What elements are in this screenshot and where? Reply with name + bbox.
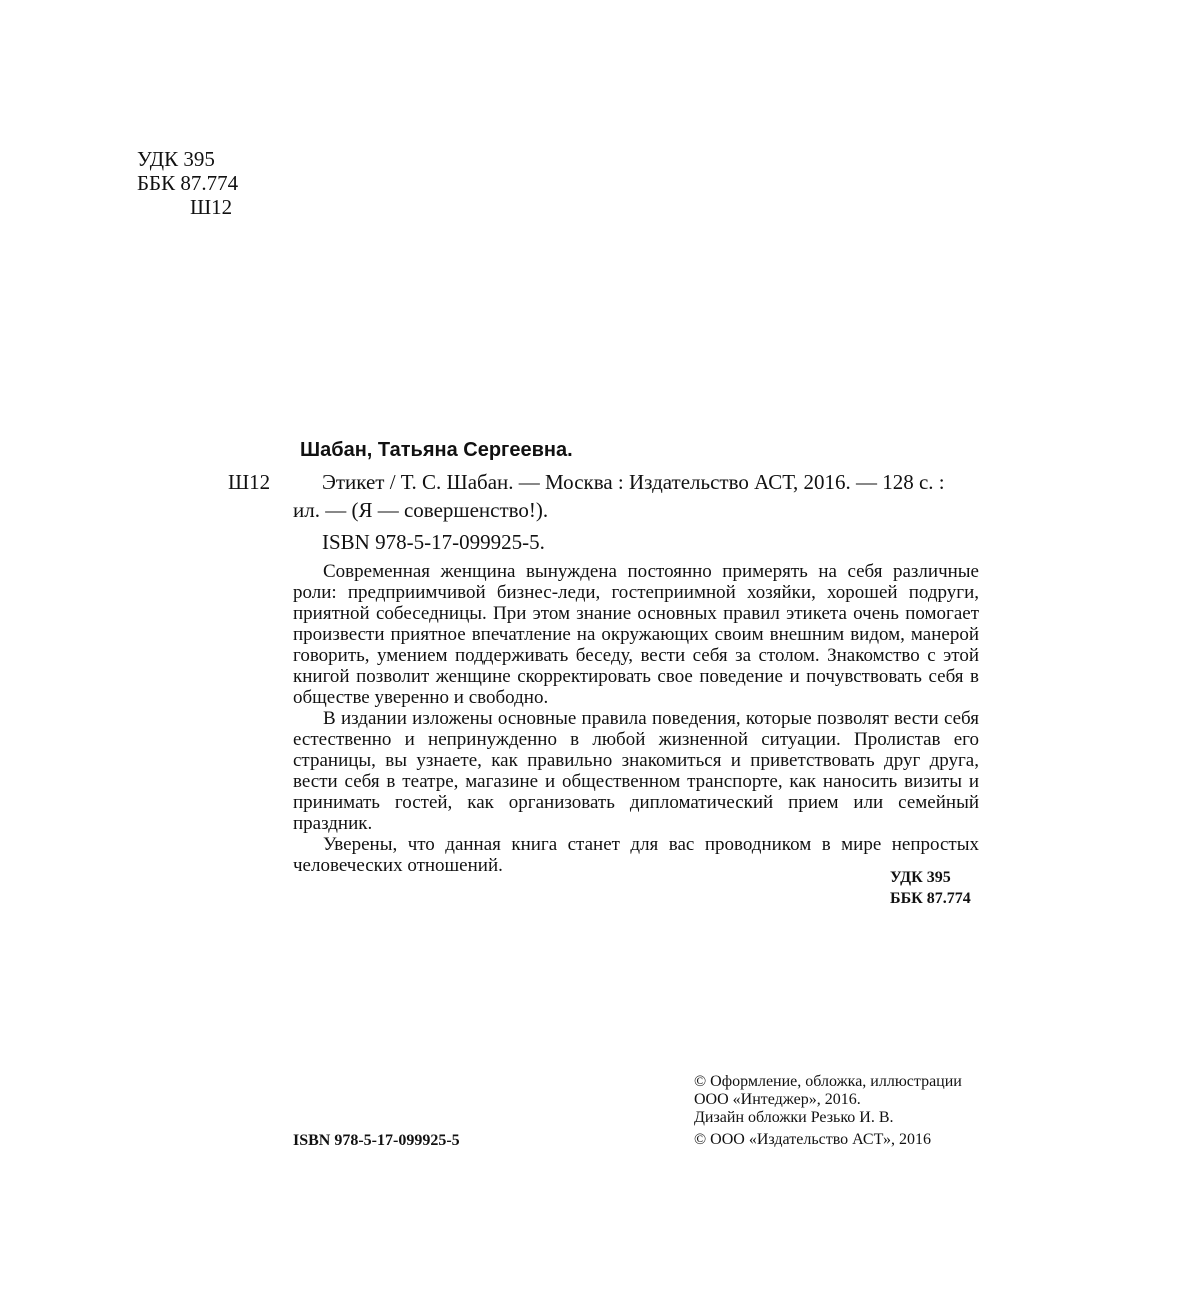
copyright-design: © Оформление, обложка, иллюстрации	[694, 1073, 962, 1090]
annotation-paragraph: Современная женщина вынуждена постоянно примерять на себя различные роли: предприимчивой бизнес-леди, гостеприимной хозяйки, хорошей подруги, приятной собеседницы. При этом знание основных правил этикета очень помогает произвести приятное впечатление на окружающих своим внешним видом, манерой говорить, умением поддерживать беседу, вести себя за столом. Знакомство с этой книгой позволит женщине скорректировать свое поведение и почувствовать себя в обществе уверенно и свободно.	[293, 561, 979, 708]
bbk-top: ББК 87.774	[137, 171, 239, 195]
bibliographic-description-line-2: ил. — (Я — совершенство!).	[293, 498, 549, 522]
bibliographic-description-line-1: Этикет / Т. С. Шабан. — Москва : Издательство АСТ, 2016. — 128 с. :	[322, 470, 945, 494]
annotation-paragraph: Уверены, что данная книга станет для вас проводником в мире непростых человеческих отношений.	[293, 834, 979, 876]
author-sign-top: Ш12	[190, 195, 233, 219]
isbn-bottom: ISBN 978-5-17-099925-5	[293, 1132, 460, 1149]
copyright-publisher: © ООО «Издательство АСТ», 2016	[694, 1131, 931, 1148]
annotation	[293, 561, 979, 876]
copyright-integer: ООО «Интеджер», 2016.	[694, 1091, 861, 1108]
isbn-record: ISBN 978-5-17-099925-5.	[322, 530, 545, 554]
author-sign: Ш12	[228, 470, 271, 494]
annotation-paragraph: В издании изложены основные правила поведения, которые позволят вести себя естественно и непринужденно в любой жизненной ситуации. Пролистав его страницы, вы узнаете, как правильно знакомиться и приветствовать друг друга, вести себя в театре, магазине и общественном транспорте, как наносить визиты и принимать гостей, как организовать дипломатический прием или семейный праздник.	[293, 708, 979, 834]
cover-designer: Дизайн обложки Резько И. В.	[694, 1109, 894, 1126]
udk-bottom: УДК 395	[890, 869, 951, 886]
bbk-bottom: ББК 87.774	[890, 890, 971, 907]
udk-top: УДК 395	[137, 147, 215, 171]
author-heading: Шабан, Татьяна Сергеевна.	[300, 439, 573, 461]
